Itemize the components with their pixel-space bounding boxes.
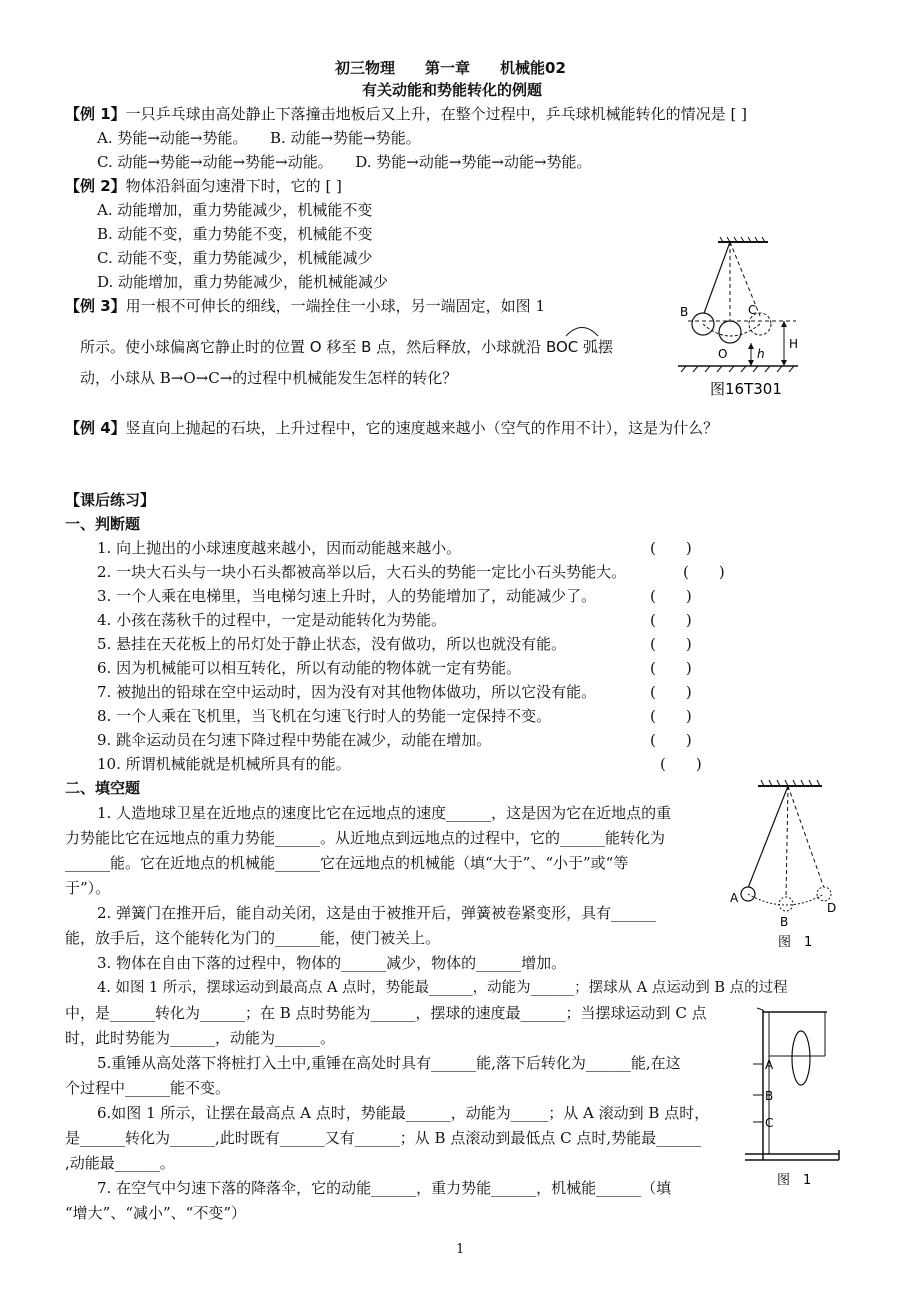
judge-bracket-7[interactable]: ( )	[650, 683, 692, 701]
arc-mark-icon	[562, 323, 602, 337]
page-title: 初三物理 第一章 机械能02	[335, 59, 566, 77]
example-3-line-3: 动，小球从 B→O→C→的过程中机械能发生怎样的转化？	[80, 369, 458, 387]
example-4-text: 竖直向上抛起的石块，上升过程中，它的速度越来越小（空气的作用不计），这是为什么？	[125, 419, 719, 437]
practice-heading: 【课后练习】	[65, 491, 156, 509]
example-2-label: 【例 2】	[65, 177, 126, 195]
example-3-text: 用一根不可伸长的细线，一端拴住一小球，另一端固定，如图 1	[125, 297, 545, 315]
judge-item-7: 7. 被抛出的铅球在空中运动时，因为没有对其他物体做功，所以它没有能。	[97, 683, 597, 701]
fill-line-17: “增大”、“减小”、“不变”）	[65, 1204, 247, 1222]
judge-item-1: 1. 向上抛出的小球速度越来越小，因而动能越来越小。	[97, 539, 462, 557]
figure-1-label-H: H	[789, 337, 799, 351]
figure-2-caption: 图 1	[778, 935, 813, 950]
example-3	[65, 296, 545, 316]
example-1	[65, 104, 747, 124]
fill-line-11: 5.重锤从高处落下将桩打入土中,重锤在高处时具有______能,落下后转化为______能,在这	[97, 1054, 681, 1072]
figure-1-label-h: h	[757, 347, 765, 361]
judge-bracket-1[interactable]: ( )	[650, 539, 692, 557]
fill-line-10: 时，此时势能为______，动能为______。	[65, 1029, 336, 1047]
fill-line-4: 于”）。	[65, 879, 111, 897]
figure-1-label-b: B	[680, 305, 689, 319]
example-1-options-ab: A. 势能→动能→势能。 B. 动能→势能→势能。	[97, 129, 421, 147]
judge-item-3: 3. 一个人乘在电梯里，当电梯匀速上升时，人的势能增加了，动能减少了。	[97, 587, 597, 605]
fill-line-16: 7. 在空气中匀速下落的降落伞，它的动能______，重力势能______，机械能______（填	[97, 1179, 672, 1197]
judge-section-heading: 一、判断题	[65, 515, 141, 533]
figure-2-label-a: A	[730, 891, 739, 905]
example-2-option-d: D. 动能增加，重力势能减少，能机械能减少	[97, 273, 389, 291]
fill-line-13: 6.如图 1 所示，让摆在最高点 A 点时，势能最______，动能为_____；从 A 滚动到 B 点时，	[97, 1104, 710, 1122]
example-3-line-2: 所示。使小球偏离它静止时的位置 O 移至 B 点，然后释放，小球就沿 BOC 弧摆	[80, 338, 614, 356]
figure-3-label-b: B	[765, 1089, 774, 1103]
example-2-text: 物体沿斜面匀速滑下时，它的 [ ]	[125, 177, 342, 195]
fill-line-5: 2. 弹簧门在推开后，能自动关闭，这是由于被推开后，弹簧被卷紧变形，具有______	[97, 904, 657, 922]
judge-bracket-3[interactable]: ( )	[650, 587, 692, 605]
judge-bracket-6[interactable]: ( )	[650, 659, 692, 677]
fill-line-6: 能，放手后，这个能转化为门的______能，使门被关上。	[65, 929, 441, 947]
pendulum-figure-1	[668, 236, 808, 396]
example-2	[65, 176, 342, 196]
fill-section-heading: 二、填空题	[65, 779, 141, 797]
page-number: 1	[456, 1242, 465, 1257]
judge-bracket-2[interactable]: ( )	[683, 563, 725, 581]
fill-line-2: 力势能比它在远地点的重力势能______。从近地点到远地点的过程中，它的______能转化为	[65, 829, 666, 847]
judge-bracket-10[interactable]: ( )	[660, 755, 702, 773]
example-3-label: 【例 3】	[65, 297, 126, 315]
example-4	[65, 418, 718, 438]
judge-bracket-8[interactable]: ( )	[650, 707, 692, 725]
fill-line-9: 中，是______转化为______；在 B 点时势能为______，摆球的速度最______；当摆球运动到 C 点	[65, 1004, 707, 1022]
fill-line-12: 个过程中______能不变。	[65, 1079, 231, 1097]
judge-item-10: 10. 所谓机械能就是机械所具有的能。	[97, 755, 351, 773]
judge-item-4: 4. 小孩在荡秋千的过程中，一定是动能转化为势能。	[97, 611, 447, 629]
judge-bracket-9[interactable]: ( )	[650, 731, 692, 749]
example-4-label: 【例 4】	[65, 419, 126, 437]
figure-3-label-c: C	[765, 1116, 774, 1130]
judge-item-9: 9. 跳伞运动员在匀速下降过程中势能在减少，动能在增加。	[97, 731, 492, 749]
fill-line-3: ______能。它在近地点的机械能______它在远地点的机械能（填“大于”、“小于”或“等	[65, 854, 629, 872]
figure-1-label-o: O	[718, 347, 728, 361]
figure-3-caption: 图 1	[777, 1173, 812, 1188]
judge-item-6: 6. 因为机械能可以相互转化，所以有动能的物体就一定有势能。	[97, 659, 522, 677]
judge-item-5: 5. 悬挂在天花板上的吊灯处于静止状态，没有做功，所以也就没有能。	[97, 635, 567, 653]
example-1-options-cd: C. 动能→势能→动能→势能→动能。 D. 势能→动能→势能→动能→势能。	[97, 153, 592, 171]
judge-item-2: 2. 一块大石头与一块小石头都被高举以后，大石头的势能一定比小石头势能大。	[97, 563, 627, 581]
fill-line-1: 1. 人造地球卫星在近地点的速度比它在远地点的速度______，这是因为它在近地点的重	[97, 804, 672, 822]
example-2-option-b: B. 动能不变，重力势能不变，机械能不变	[97, 225, 373, 243]
judge-bracket-4[interactable]: ( )	[650, 611, 692, 629]
fill-line-8: 4. 如图 1 所示，摆球运动到最高点 A 点时，势能最______，动能为______；摆球从 A 点运动到 B 点的过程	[97, 980, 788, 996]
page-subtitle: 有关动能和势能转化的例题	[362, 81, 543, 99]
judge-bracket-5[interactable]: ( )	[650, 635, 692, 653]
pendulum-figure-2	[728, 776, 838, 956]
figure-1-caption: 图16T301	[710, 380, 782, 398]
example-1-text: 一只乒乓球由高处静止下落撞击地板后又上升，在整个过程中，乒乓球机械能转化的情况是 [ ]	[125, 105, 747, 123]
fill-line-15: ,动能最______。	[65, 1154, 175, 1172]
figure-2-label-b: B	[780, 915, 789, 929]
judge-item-8: 8. 一个人乘在飞机里，当飞机在匀速飞行时人的势能一定保持不变。	[97, 707, 552, 725]
apparatus-figure-3	[735, 1000, 845, 1200]
fill-line-14: 是______转化为______,此时既有______又有______；从 B 点滚动到最低点 C 点时,势能最______	[65, 1129, 702, 1147]
figure-1-label-c: C	[748, 303, 757, 317]
example-2-option-a: A. 动能增加，重力势能减少，机械能不变	[97, 201, 373, 219]
fill-line-7: 3. 物体在自由下落的过程中，物体的______减少，物体的______增加。	[97, 954, 567, 972]
example-1-label: 【例 1】	[65, 105, 126, 123]
figure-2-label-d: D	[827, 901, 837, 915]
example-2-option-c: C. 动能不变，重力势能减少，机械能减少	[97, 249, 373, 267]
figure-3-label-a: A	[765, 1058, 774, 1072]
